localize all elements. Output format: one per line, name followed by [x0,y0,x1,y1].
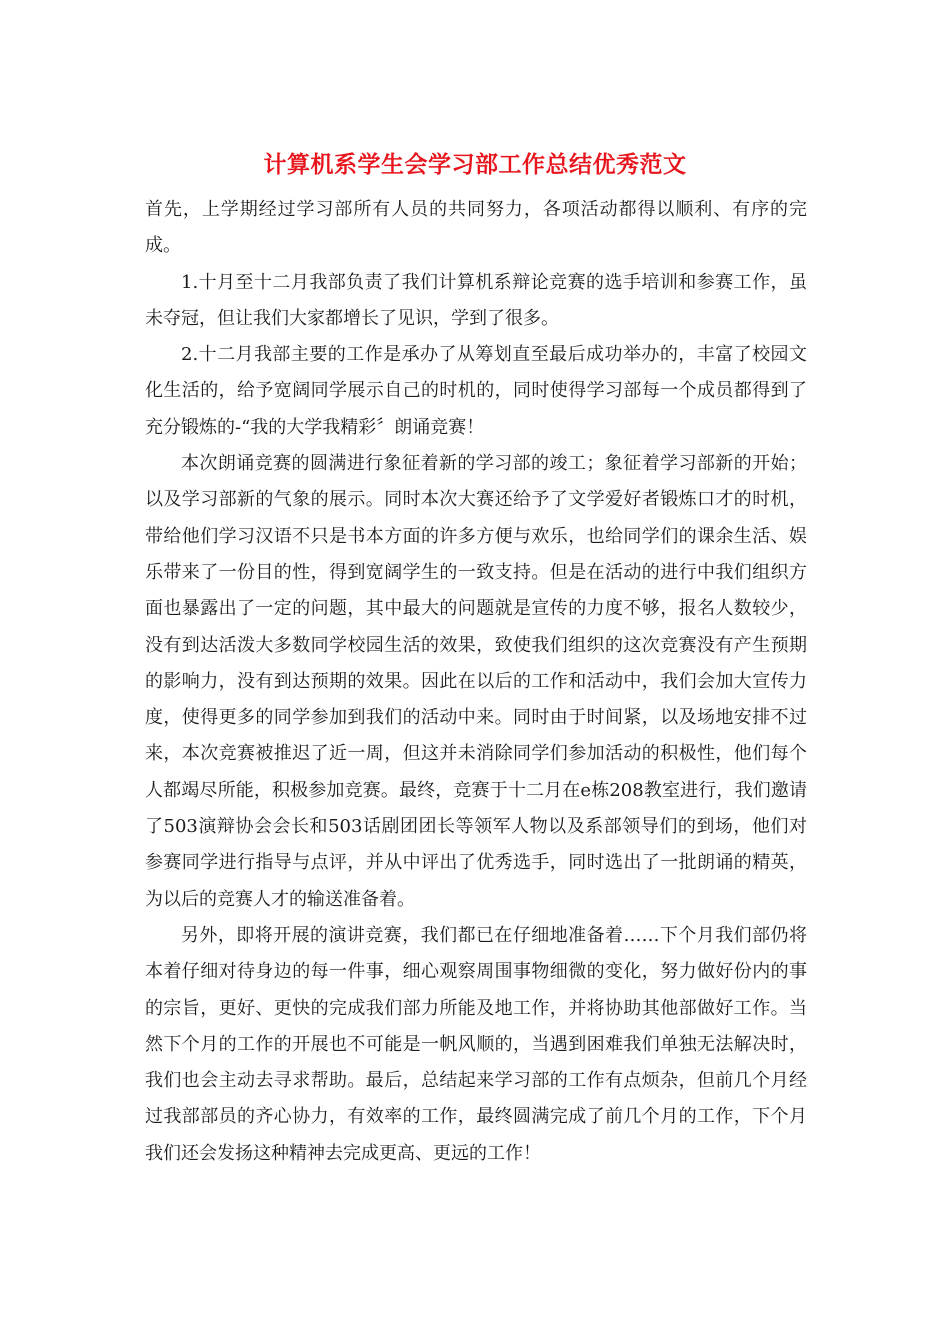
paragraph-conclusion: 另外，即将开展的演讲竞赛，我们都已在仔细地准备着……下个月我们部仍将本着仔细对待身边的每一件事，细心观察周围事物细微的变化，努力做好份内的事的宗旨，更好、更快的完成我们部力所能及地工作，并将协助其他部做好工作。当然下个月的工作的开展也不可能是一帆风顺的，当遇到困难我们单独无法解决时，我们也会主动去寻求帮助。最后，总结起来学习部的工作有点烦杂，但前几个月经过我部部员的齐心协力，有效率的工作，最终圆满完成了前几个月的工作，下个月我们还会发扬这种精神去完成更高、更远的工作！ [145,924,807,1164]
paragraph-item-1: 1.十月至十二月我部负责了我们计算机系辩论竞赛的选手培训和参赛工作，虽未夺冠，但让我们大家都增长了见识，学到了很多。 [145,271,807,329]
document-body [145,192,807,1172]
paragraph-recitation-contest: 本次朗诵竞赛的圆满进行象征着新的学习部的竣工；象征着学习部新的开始；以及学习部新的气象的展示。同时本次大赛还给予了文学爱好者锻炼口才的时机，带给他们学习汉语不只是书本方面的许多方便与欢乐，也给同学们的课余生活、娱乐带来了一份目的性，得到宽阔学生的一致支持。但是在活动的进行中我们组织方面也暴露出了一定的问题，其中最大的问题就是宣传的力度不够，报名人数较少，没有到达活泼大多数同学校园生活的效果，致使我们组织的这次竞赛没有产生预期的影响力，没有到达预期的效果。因此在以后的工作和活动中，我们会加大宣传力度，使得更多的同学参加到我们的活动中来。同时由于时间紧，以及场地安排不过来，本次竞赛被推迟了近一周，但这并未消除同学们参加活动的积极性，他们每个人都竭尽所能，积极参加竞赛。最终，竞赛于十二月在e栋208教室进行，我们邀请了503演辩协会会长和503话剧团团长等领军人物以及系部领导们的到场，他们对参赛同学进行指导与点评，并从中评出了优秀选手，同时选出了一批朗诵的精英，为以后的竞赛人才的输送准备着。 [145,453,807,910]
paragraph-item-2: 2.十二月我部主要的工作是承办了从筹划直至最后成功举办的，丰富了校园文化生活的，给予宽阔同学展示自己的时机的，同时使得学习部每一个成员都得到了充分锻炼的-“我的大学我精彩〞朗诵竞赛！ [145,344,807,438]
document-title: 计算机系学生会学习部工作总结优秀范文 [263,152,687,178]
paragraph-intro: 首先，上学期经过学习部所有人员的共同努力，各项活动都得以顺利、有序的完成。 [145,199,807,257]
